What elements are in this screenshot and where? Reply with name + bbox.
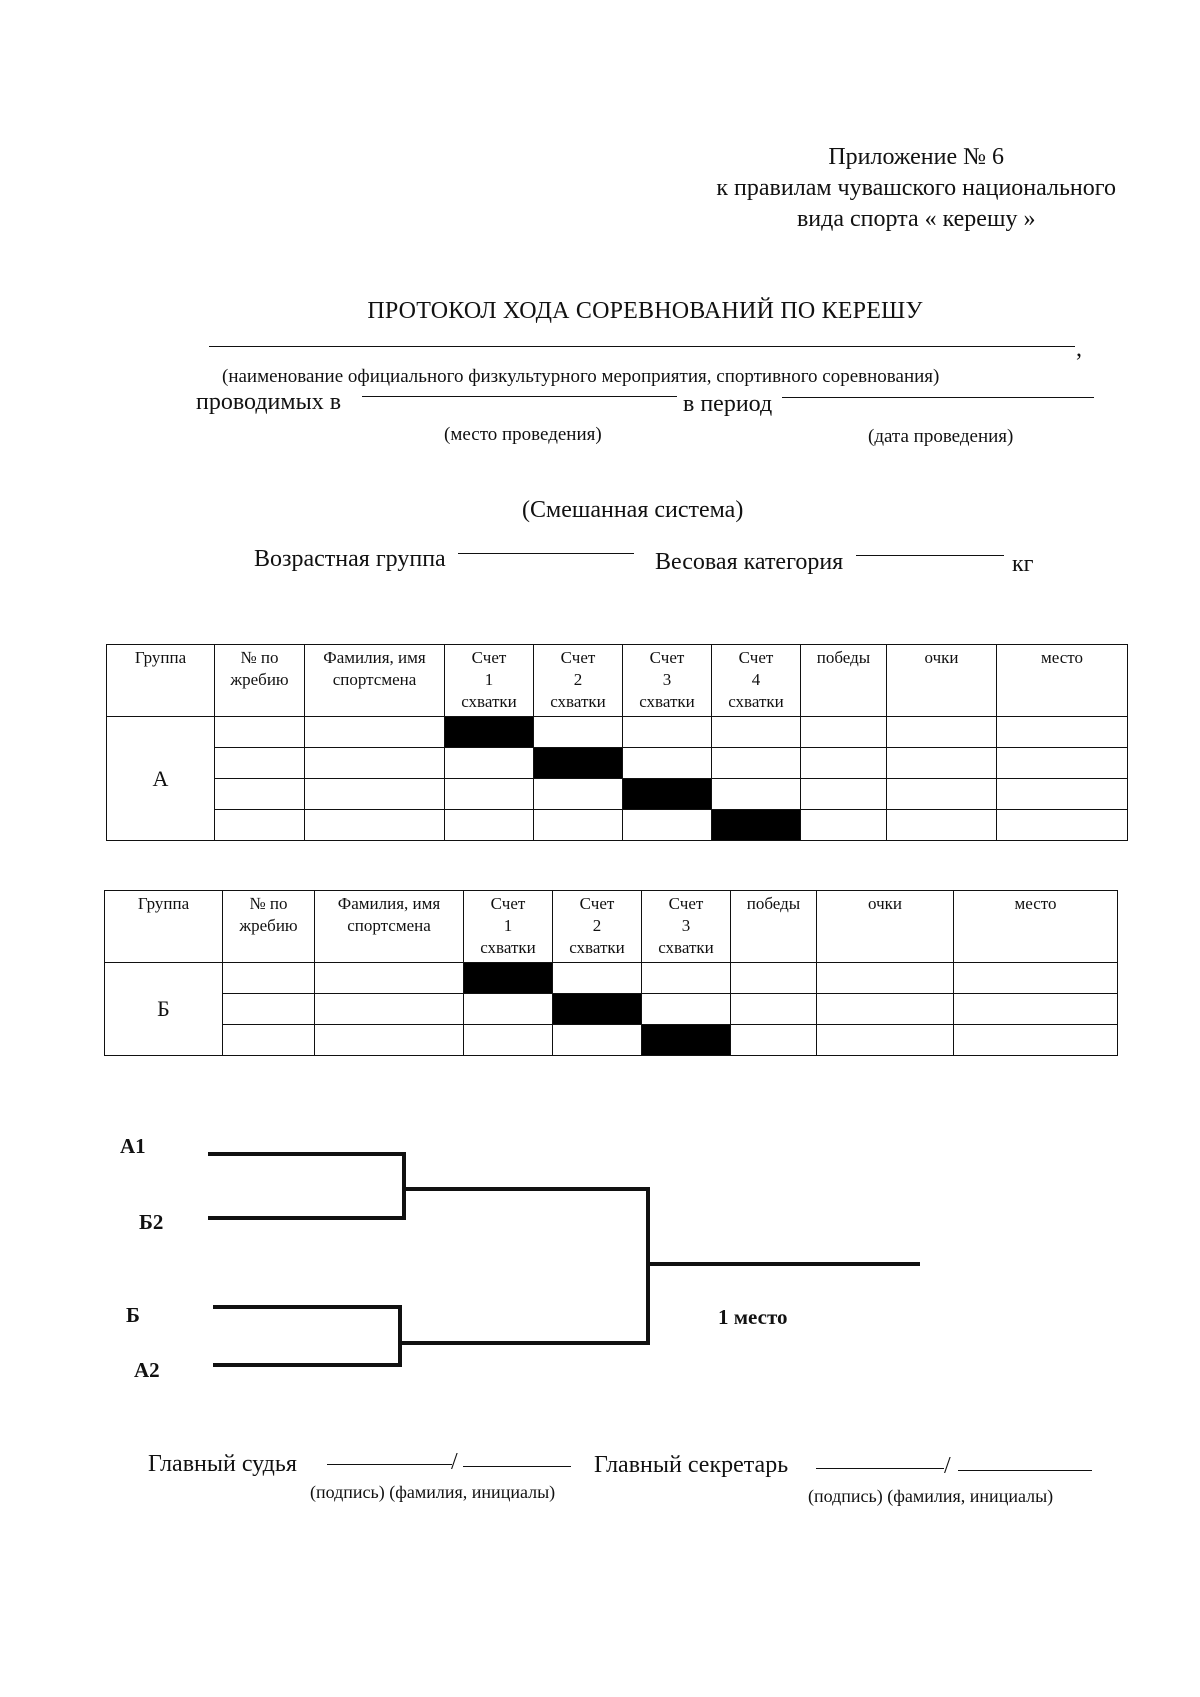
chief-judge-signature-field[interactable] [327, 1464, 452, 1465]
draw-number-header: № по жребию [215, 645, 305, 717]
wins-header: победы [801, 645, 887, 717]
bracket-label-a1: А1 [120, 1134, 146, 1158]
bout-3-score-header: Счет 3 схватки [642, 891, 731, 963]
group-header: Группа [105, 891, 223, 963]
appendix-line-2: к правилам чувашского национального [716, 175, 1116, 201]
chief-secretary-label: Главный секретарь [594, 1452, 789, 1478]
first-place-label: 1 место [718, 1305, 788, 1329]
appendix-line-3: вида спорта « керешу » [796, 206, 1036, 232]
chief-secretary-signature-field[interactable] [816, 1468, 944, 1469]
bout-1-score-header: Счет 1 схватки [445, 645, 534, 717]
chief-judge-name-field[interactable] [463, 1466, 571, 1467]
appendix-line-1: Приложение № 6 [828, 144, 1005, 170]
bracket-line-bottom [215, 1307, 400, 1365]
held-in-label: проводимых в [196, 389, 342, 415]
date-caption: (дата проведения) [868, 426, 1014, 447]
wins-header: победы [731, 891, 817, 963]
chief-secretary-caption: (подпись) (фамилия, инициалы) [808, 1486, 1054, 1506]
points-header: очки [887, 645, 997, 717]
event-name-caption: (наименование официального физкультурного мероприятия, спортивного соревнования) [222, 366, 940, 387]
group-b-label: Б [105, 963, 223, 1056]
bracket-label-b: Б [126, 1303, 140, 1327]
bout-2-score-header: Счет 2 схватки [534, 645, 623, 717]
bracket-label-b2: Б2 [139, 1210, 164, 1234]
chief-judge-caption: (подпись) (фамилия, инициалы) [310, 1482, 556, 1502]
bracket-line-semifinal [400, 1189, 648, 1343]
weight-category-label: Весовая категория [655, 549, 844, 575]
group-a-label: А [107, 717, 215, 841]
bout-2-score-header: Счет 2 схватки [553, 891, 642, 963]
bout-4-score-header: Счет 4 схватки [712, 645, 801, 717]
draw-number-header: № по жребию [223, 891, 315, 963]
system-type: (Смешанная система) [522, 497, 744, 523]
chief-secretary-name-field[interactable] [958, 1470, 1092, 1471]
group-header: Группа [107, 645, 215, 717]
bout-1-score-header: Счет 1 схватки [464, 891, 553, 963]
points-header: очки [817, 891, 954, 963]
bout-3-score-header: Счет 3 схватки [623, 645, 712, 717]
protocol-title: ПРОТОКОЛ ХОДА СОРЕВНОВАНИЙ ПО КЕРЕШУ [367, 298, 923, 324]
age-group-label: Возрастная группа [254, 546, 446, 572]
chief-judge-slash: / [451, 1449, 458, 1475]
bracket-label-a2: А2 [134, 1358, 160, 1382]
athlete-name-header: Фамилия, имя спортсмена [305, 645, 445, 717]
chief-judge-label: Главный судья [148, 1451, 297, 1477]
athlete-name-header: Фамилия, имя спортсмена [315, 891, 464, 963]
place-header: место [954, 891, 1118, 963]
event-name-comma: , [1076, 336, 1082, 362]
weight-unit: кг [1012, 551, 1034, 577]
place-caption: (место проведения) [444, 424, 602, 445]
period-label: в период [683, 391, 773, 417]
chief-secretary-slash: / [944, 1453, 951, 1479]
bracket-line-top [210, 1154, 404, 1218]
place-header: место [997, 645, 1128, 717]
